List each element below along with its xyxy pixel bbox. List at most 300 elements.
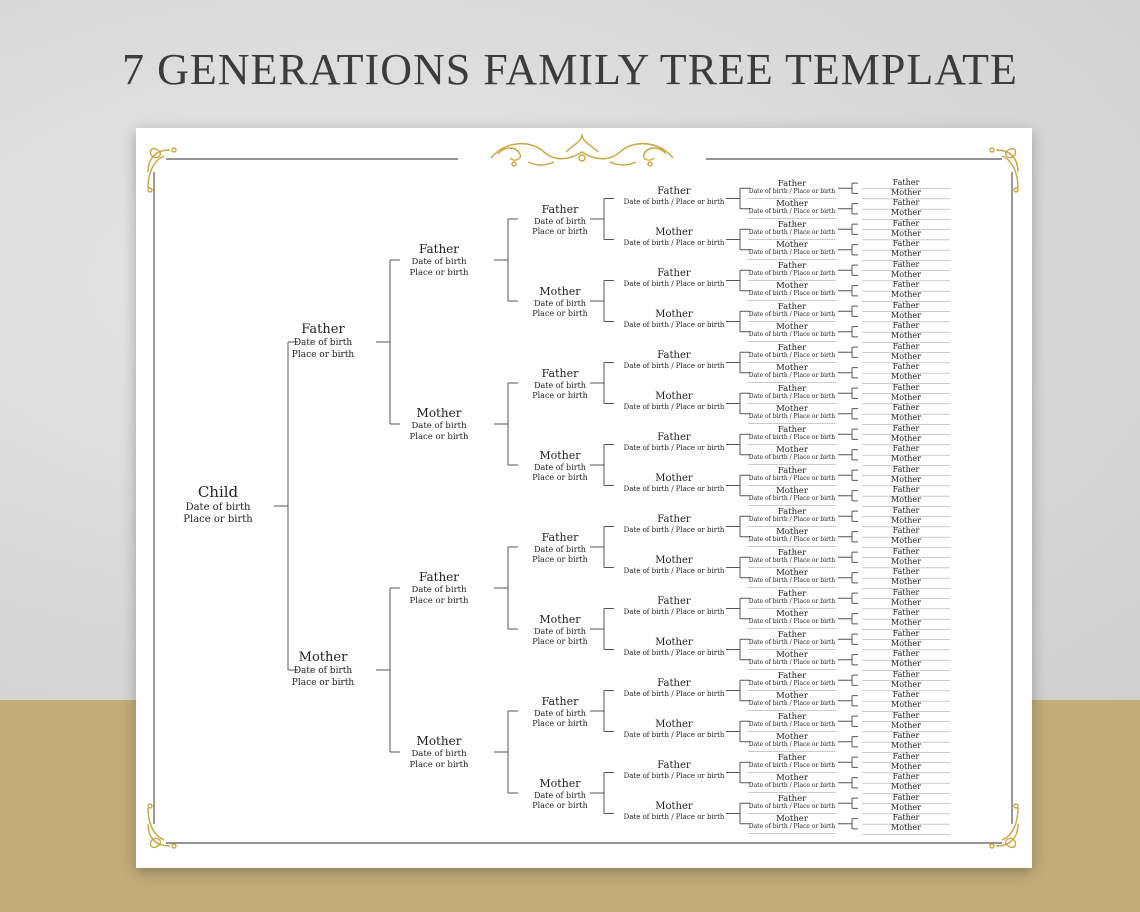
place-of-birth: Place or birth bbox=[532, 226, 588, 236]
gen3-father-1 bbox=[389, 242, 489, 278]
gen6-mother-12 bbox=[737, 405, 847, 420]
date-of-birth: Date of birth bbox=[534, 462, 586, 472]
gen7-mother-46 bbox=[861, 640, 951, 648]
gen7-father-33 bbox=[861, 507, 951, 515]
gen7-mother-14 bbox=[861, 312, 951, 320]
gen5-father-1 bbox=[609, 186, 739, 207]
gen7-mother-40 bbox=[861, 578, 951, 586]
person-name: Mother bbox=[891, 782, 921, 792]
person-name: Mother bbox=[416, 406, 462, 420]
date-place-of-birth: Date of birth / Place or birth bbox=[623, 526, 725, 534]
gen7-mother-42 bbox=[861, 599, 951, 607]
gen6-father-5 bbox=[737, 262, 847, 277]
gen7-father-61 bbox=[861, 794, 951, 802]
person-name: Mother bbox=[776, 650, 808, 661]
person-name: Mother bbox=[891, 228, 921, 238]
gen6-father-29 bbox=[737, 754, 847, 769]
person-name: Father bbox=[892, 444, 920, 454]
place-of-birth: Place or birth bbox=[409, 431, 469, 442]
person-name: Mother bbox=[891, 761, 921, 771]
gen7-father-53 bbox=[861, 712, 951, 720]
gen7-father-31 bbox=[861, 486, 951, 494]
gen4-mother-8 bbox=[515, 777, 605, 811]
person-name: Father bbox=[657, 513, 691, 525]
person-name: Father bbox=[541, 531, 579, 544]
gen7-mother-26 bbox=[861, 435, 951, 443]
person-name: Father bbox=[892, 505, 920, 515]
person-name: Mother bbox=[891, 638, 921, 648]
gen4-mother-2 bbox=[515, 285, 605, 319]
date-place-of-birth: Date of birth / Place or birth bbox=[748, 351, 836, 359]
person-name: Father bbox=[777, 629, 807, 640]
date-place-of-birth: Date of birth / Place or birth bbox=[748, 577, 836, 585]
date-of-birth: Date of birth bbox=[534, 544, 586, 554]
person-name: Father bbox=[892, 690, 920, 700]
person-name: Father bbox=[892, 608, 920, 618]
date-place-of-birth: Date of birth / Place or birth bbox=[623, 608, 725, 616]
date-of-birth: Date of birth bbox=[534, 380, 586, 390]
gen6-father-9 bbox=[737, 344, 847, 359]
gen7-father-21 bbox=[861, 384, 951, 392]
date-place-of-birth: Date of birth / Place or birth bbox=[623, 198, 725, 206]
person-name: Father bbox=[657, 431, 691, 443]
gen7-father-37 bbox=[861, 548, 951, 556]
date-place-of-birth: Date of birth / Place or birth bbox=[748, 556, 836, 564]
person-name: Mother bbox=[539, 449, 581, 462]
gen6-father-19 bbox=[737, 549, 847, 564]
person-name: Father bbox=[892, 218, 920, 228]
person-name: Mother bbox=[891, 310, 921, 320]
person-name: Mother bbox=[539, 285, 581, 298]
person-name: Mother bbox=[891, 413, 921, 423]
person-name: Mother bbox=[776, 691, 808, 702]
person-name: Father bbox=[657, 595, 691, 607]
person-name: Mother bbox=[891, 659, 921, 669]
person-name: Mother bbox=[891, 515, 921, 525]
gen7-father-19 bbox=[861, 363, 951, 371]
person-name: Father bbox=[892, 567, 920, 577]
date-of-birth: Date of birth bbox=[293, 666, 353, 677]
gen7-mother-54 bbox=[861, 722, 951, 730]
person-name: Father bbox=[777, 547, 807, 558]
date-place-of-birth: Date of birth / Place or birth bbox=[623, 813, 725, 821]
person-name: Mother bbox=[891, 474, 921, 484]
gen7-father-5 bbox=[861, 220, 951, 228]
gen7-father-25 bbox=[861, 425, 951, 433]
gen5-father-15 bbox=[609, 760, 739, 781]
person-name: Father bbox=[892, 649, 920, 659]
person-name: Mother bbox=[891, 577, 921, 587]
gen6-mother-30 bbox=[737, 774, 847, 789]
date-place-of-birth: Date of birth / Place or birth bbox=[748, 659, 836, 667]
place-of-birth: Place or birth bbox=[532, 308, 588, 318]
gen7-father-15 bbox=[861, 322, 951, 330]
person-name: Mother bbox=[539, 777, 581, 790]
person-name: Mother bbox=[891, 618, 921, 628]
gen7-father-47 bbox=[861, 650, 951, 658]
person-name: Mother bbox=[891, 495, 921, 505]
gen7-mother-24 bbox=[861, 414, 951, 422]
person-name: Mother bbox=[655, 308, 693, 320]
gen7-father-1 bbox=[861, 179, 951, 187]
person-name: Father bbox=[892, 198, 920, 208]
person-name: Mother bbox=[891, 269, 921, 279]
date-place-of-birth: Date of birth / Place or birth bbox=[748, 433, 836, 441]
gen6-mother-2 bbox=[737, 200, 847, 215]
person-name: Mother bbox=[776, 814, 808, 825]
person-name: Mother bbox=[891, 823, 921, 833]
gen7-mother-52 bbox=[861, 701, 951, 709]
person-name: Father bbox=[777, 424, 807, 435]
gen6-father-3 bbox=[737, 221, 847, 236]
person-name: Father bbox=[777, 752, 807, 763]
gen5-father-3 bbox=[609, 268, 739, 289]
person-name: Mother bbox=[776, 281, 808, 292]
corner-ornament-bottom-right-icon bbox=[990, 804, 1018, 848]
gen6-mother-8 bbox=[737, 323, 847, 338]
person-name: Father bbox=[892, 403, 920, 413]
person-name: Father bbox=[657, 349, 691, 361]
gen5-mother-2 bbox=[609, 227, 739, 248]
person-name: Father bbox=[777, 711, 807, 722]
gen7-father-27 bbox=[861, 445, 951, 453]
place-of-birth: Place or birth bbox=[532, 800, 588, 810]
person-name: Mother bbox=[655, 718, 693, 730]
gen7-father-59 bbox=[861, 773, 951, 781]
person-name: Father bbox=[892, 546, 920, 556]
person-name: Father bbox=[892, 526, 920, 536]
person-name: Father bbox=[892, 341, 920, 351]
person-name: Father bbox=[892, 321, 920, 331]
person-name: Mother bbox=[776, 363, 808, 374]
gen6-mother-16 bbox=[737, 487, 847, 502]
date-place-of-birth: Date of birth / Place or birth bbox=[623, 649, 725, 657]
person-name: Father bbox=[541, 695, 579, 708]
gen5-father-11 bbox=[609, 596, 739, 617]
person-name: Mother bbox=[891, 720, 921, 730]
person-name: Father bbox=[892, 423, 920, 433]
gen6-father-23 bbox=[737, 631, 847, 646]
person-name: Father bbox=[892, 362, 920, 372]
gen5-mother-6 bbox=[609, 391, 739, 412]
person-name: Mother bbox=[776, 199, 808, 210]
date-place-of-birth: Date of birth / Place or birth bbox=[748, 392, 836, 400]
person-name: Mother bbox=[655, 390, 693, 402]
person-name: Father bbox=[777, 506, 807, 517]
date-of-birth: Date of birth bbox=[411, 421, 467, 431]
person-name: Father bbox=[892, 587, 920, 597]
place-of-birth: Place or birth bbox=[532, 636, 588, 646]
date-place-of-birth: Date of birth / Place or birth bbox=[748, 228, 836, 236]
date-place-of-birth: Date of birth / Place or birth bbox=[748, 823, 836, 831]
person-name: Mother bbox=[655, 636, 693, 648]
person-name: Mother bbox=[776, 404, 808, 415]
place-of-birth: Place or birth bbox=[291, 349, 355, 360]
place-of-birth: Place or birth bbox=[409, 759, 469, 770]
place-of-birth: Place or birth bbox=[532, 472, 588, 482]
gen6-mother-14 bbox=[737, 446, 847, 461]
person-name: Mother bbox=[776, 609, 808, 620]
gen4-father-3 bbox=[515, 367, 605, 401]
person-name: Mother bbox=[891, 351, 921, 361]
date-place-of-birth: Date of birth / Place or birth bbox=[748, 249, 836, 257]
gen7-father-7 bbox=[861, 240, 951, 248]
gen6-mother-24 bbox=[737, 651, 847, 666]
gen7-mother-2 bbox=[861, 189, 951, 197]
scroll-ornament-top-icon bbox=[491, 134, 673, 166]
gen4-father-5 bbox=[515, 531, 605, 565]
person-name: Mother bbox=[776, 322, 808, 333]
person-name: Mother bbox=[891, 208, 921, 218]
date-place-of-birth: Date of birth / Place or birth bbox=[748, 638, 836, 646]
person-name: Child bbox=[197, 483, 239, 501]
gen6-father-7 bbox=[737, 303, 847, 318]
date-place-of-birth: Date of birth / Place or birth bbox=[623, 362, 725, 370]
person-name: Mother bbox=[776, 568, 808, 579]
person-name: Father bbox=[541, 367, 579, 380]
gen2-father-1 bbox=[268, 322, 378, 361]
gen3-father-3 bbox=[389, 570, 489, 606]
gen6-father-21 bbox=[737, 590, 847, 605]
person-name: Father bbox=[892, 280, 920, 290]
gen6-mother-22 bbox=[737, 610, 847, 625]
person-name: Mother bbox=[891, 454, 921, 464]
gen7-mother-28 bbox=[861, 455, 951, 463]
person-name: Mother bbox=[655, 472, 693, 484]
person-name: Father bbox=[892, 751, 920, 761]
date-of-birth: Date of birth bbox=[534, 298, 586, 308]
date-place-of-birth: Date of birth / Place or birth bbox=[748, 515, 836, 523]
person-name: Father bbox=[892, 792, 920, 802]
person-name: Father bbox=[777, 793, 807, 804]
gen7-father-39 bbox=[861, 568, 951, 576]
gen7-mother-12 bbox=[861, 291, 951, 299]
date-place-of-birth: Date of birth / Place or birth bbox=[748, 761, 836, 769]
gen7-mother-56 bbox=[861, 742, 951, 750]
person-name: Father bbox=[892, 300, 920, 310]
gen6-mother-4 bbox=[737, 241, 847, 256]
person-name: Father bbox=[777, 219, 807, 230]
person-name: Father bbox=[657, 677, 691, 689]
person-name: Mother bbox=[891, 556, 921, 566]
person-name: Mother bbox=[776, 445, 808, 456]
gen7-mother-32 bbox=[861, 496, 951, 504]
date-place-of-birth: Date of birth / Place or birth bbox=[748, 187, 836, 195]
date-place-of-birth: Date of birth / Place or birth bbox=[748, 536, 836, 544]
gen6-father-1 bbox=[737, 180, 847, 195]
gen6-mother-20 bbox=[737, 569, 847, 584]
person-name: Father bbox=[777, 301, 807, 312]
gen7-mother-10 bbox=[861, 271, 951, 279]
person-name: Mother bbox=[655, 226, 693, 238]
date-place-of-birth: Date of birth / Place or birth bbox=[623, 403, 725, 411]
person-name: Father bbox=[657, 185, 691, 197]
gen7-mother-16 bbox=[861, 332, 951, 340]
date-place-of-birth: Date of birth / Place or birth bbox=[748, 802, 836, 810]
person-name: Father bbox=[892, 464, 920, 474]
gen7-mother-44 bbox=[861, 619, 951, 627]
place-of-birth: Place or birth bbox=[532, 718, 588, 728]
corner-ornament-top-left-icon bbox=[148, 148, 176, 192]
date-place-of-birth: Date of birth / Place or birth bbox=[748, 310, 836, 318]
person-name: Father bbox=[777, 342, 807, 353]
gen7-mother-4 bbox=[861, 209, 951, 217]
person-name: Mother bbox=[891, 249, 921, 259]
gen7-mother-34 bbox=[861, 517, 951, 525]
person-name: Mother bbox=[891, 741, 921, 751]
person-name: Father bbox=[892, 239, 920, 249]
person-name: Father bbox=[892, 813, 920, 823]
gen5-mother-12 bbox=[609, 637, 739, 658]
date-place-of-birth: Date of birth / Place or birth bbox=[748, 720, 836, 728]
date-place-of-birth: Date of birth / Place or birth bbox=[623, 772, 725, 780]
gen6-father-27 bbox=[737, 713, 847, 728]
person-name: Mother bbox=[891, 331, 921, 341]
gen7-father-43 bbox=[861, 609, 951, 617]
gen7-father-23 bbox=[861, 404, 951, 412]
person-name: Mother bbox=[891, 597, 921, 607]
person-name: Mother bbox=[298, 650, 348, 665]
gen7-mother-30 bbox=[861, 476, 951, 484]
person-name: Father bbox=[418, 570, 460, 584]
gen6-mother-18 bbox=[737, 528, 847, 543]
place-of-birth: Place or birth bbox=[532, 390, 588, 400]
gen7-mother-64 bbox=[861, 824, 951, 832]
gen7-father-29 bbox=[861, 466, 951, 474]
person-name: Father bbox=[777, 670, 807, 681]
gen7-father-55 bbox=[861, 732, 951, 740]
gen6-mother-26 bbox=[737, 692, 847, 707]
date-place-of-birth: Date of birth / Place or birth bbox=[748, 413, 836, 421]
person-name: Father bbox=[892, 628, 920, 638]
gen7-father-41 bbox=[861, 589, 951, 597]
person-name: Mother bbox=[891, 802, 921, 812]
person-name: Father bbox=[892, 669, 920, 679]
gen5-father-7 bbox=[609, 432, 739, 453]
gen6-father-11 bbox=[737, 385, 847, 400]
gen1-child-1 bbox=[163, 483, 273, 527]
person-name: Father bbox=[892, 710, 920, 720]
date-place-of-birth: Date of birth / Place or birth bbox=[748, 679, 836, 687]
person-name: Father bbox=[657, 759, 691, 771]
person-name: Father bbox=[892, 485, 920, 495]
gen6-mother-10 bbox=[737, 364, 847, 379]
person-name: Father bbox=[892, 772, 920, 782]
gen6-mother-6 bbox=[737, 282, 847, 297]
date-of-birth: Date of birth bbox=[293, 338, 353, 349]
place-of-birth: Place or birth bbox=[532, 554, 588, 564]
gen4-father-1 bbox=[515, 203, 605, 237]
gen7-father-9 bbox=[861, 261, 951, 269]
gen4-father-7 bbox=[515, 695, 605, 729]
gen6-father-17 bbox=[737, 508, 847, 523]
gen2-mother-2 bbox=[268, 650, 378, 689]
person-name: Father bbox=[301, 322, 345, 337]
person-name: Mother bbox=[539, 613, 581, 626]
gen7-mother-6 bbox=[861, 230, 951, 238]
date-place-of-birth: Date of birth / Place or birth bbox=[748, 372, 836, 380]
person-name: Father bbox=[892, 731, 920, 741]
person-name: Father bbox=[418, 242, 460, 256]
person-name: Mother bbox=[776, 527, 808, 538]
date-place-of-birth: Date of birth / Place or birth bbox=[748, 700, 836, 708]
gen3-mother-4 bbox=[389, 734, 489, 770]
date-place-of-birth: Date of birth / Place or birth bbox=[748, 269, 836, 277]
date-of-birth: Date of birth bbox=[534, 626, 586, 636]
person-name: Mother bbox=[416, 734, 462, 748]
person-name: Father bbox=[892, 259, 920, 269]
gen7-mother-36 bbox=[861, 537, 951, 545]
person-name: Mother bbox=[776, 486, 808, 497]
person-name: Mother bbox=[776, 773, 808, 784]
person-name: Mother bbox=[891, 392, 921, 402]
date-place-of-birth: Date of birth / Place or birth bbox=[748, 454, 836, 462]
person-name: Mother bbox=[891, 372, 921, 382]
date-of-birth: Date of birth bbox=[534, 216, 586, 226]
gen6-mother-32 bbox=[737, 815, 847, 830]
corner-ornament-top-right-icon bbox=[990, 148, 1018, 192]
person-name: Mother bbox=[776, 732, 808, 743]
gen7-father-17 bbox=[861, 343, 951, 351]
gen7-father-13 bbox=[861, 302, 951, 310]
person-name: Mother bbox=[776, 240, 808, 251]
person-name: Father bbox=[777, 178, 807, 189]
gen6-father-31 bbox=[737, 795, 847, 810]
person-name: Father bbox=[777, 588, 807, 599]
place-of-birth: Place or birth bbox=[291, 677, 355, 688]
gen7-father-57 bbox=[861, 753, 951, 761]
date-place-of-birth: Date of birth / Place or birth bbox=[748, 208, 836, 216]
gen4-mother-4 bbox=[515, 449, 605, 483]
date-place-of-birth: Date of birth / Place or birth bbox=[623, 280, 725, 288]
date-place-of-birth: Date of birth / Place or birth bbox=[623, 731, 725, 739]
person-name: Mother bbox=[655, 554, 693, 566]
date-place-of-birth: Date of birth / Place or birth bbox=[748, 597, 836, 605]
gen7-father-45 bbox=[861, 630, 951, 638]
gen7-mother-62 bbox=[861, 804, 951, 812]
gen6-father-15 bbox=[737, 467, 847, 482]
gen5-mother-14 bbox=[609, 719, 739, 740]
gen7-father-63 bbox=[861, 814, 951, 822]
gen7-mother-8 bbox=[861, 250, 951, 258]
date-place-of-birth: Date of birth / Place or birth bbox=[623, 444, 725, 452]
date-place-of-birth: Date of birth / Place or birth bbox=[623, 321, 725, 329]
date-place-of-birth: Date of birth / Place or birth bbox=[748, 741, 836, 749]
person-name: Mother bbox=[891, 700, 921, 710]
gen5-mother-8 bbox=[609, 473, 739, 494]
person-name: Mother bbox=[891, 433, 921, 443]
gen5-mother-10 bbox=[609, 555, 739, 576]
date-of-birth: Date of birth bbox=[411, 749, 467, 759]
gen7-mother-58 bbox=[861, 763, 951, 771]
person-name: Father bbox=[777, 383, 807, 394]
date-place-of-birth: Date of birth / Place or birth bbox=[748, 782, 836, 790]
gen7-mother-22 bbox=[861, 394, 951, 402]
gen4-mother-6 bbox=[515, 613, 605, 647]
date-of-birth: Date of birth bbox=[534, 790, 586, 800]
date-place-of-birth: Date of birth / Place or birth bbox=[623, 239, 725, 247]
gen3-mother-2 bbox=[389, 406, 489, 442]
person-name: Father bbox=[541, 203, 579, 216]
date-place-of-birth: Date of birth / Place or birth bbox=[748, 495, 836, 503]
person-name: Father bbox=[657, 267, 691, 279]
gen6-mother-28 bbox=[737, 733, 847, 748]
date-of-birth: Date of birth bbox=[411, 257, 467, 267]
date-place-of-birth: Date of birth / Place or birth bbox=[748, 290, 836, 298]
date-place-of-birth: Date of birth / Place or birth bbox=[623, 690, 725, 698]
gen5-father-13 bbox=[609, 678, 739, 699]
date-place-of-birth: Date of birth / Place or birth bbox=[748, 618, 836, 626]
